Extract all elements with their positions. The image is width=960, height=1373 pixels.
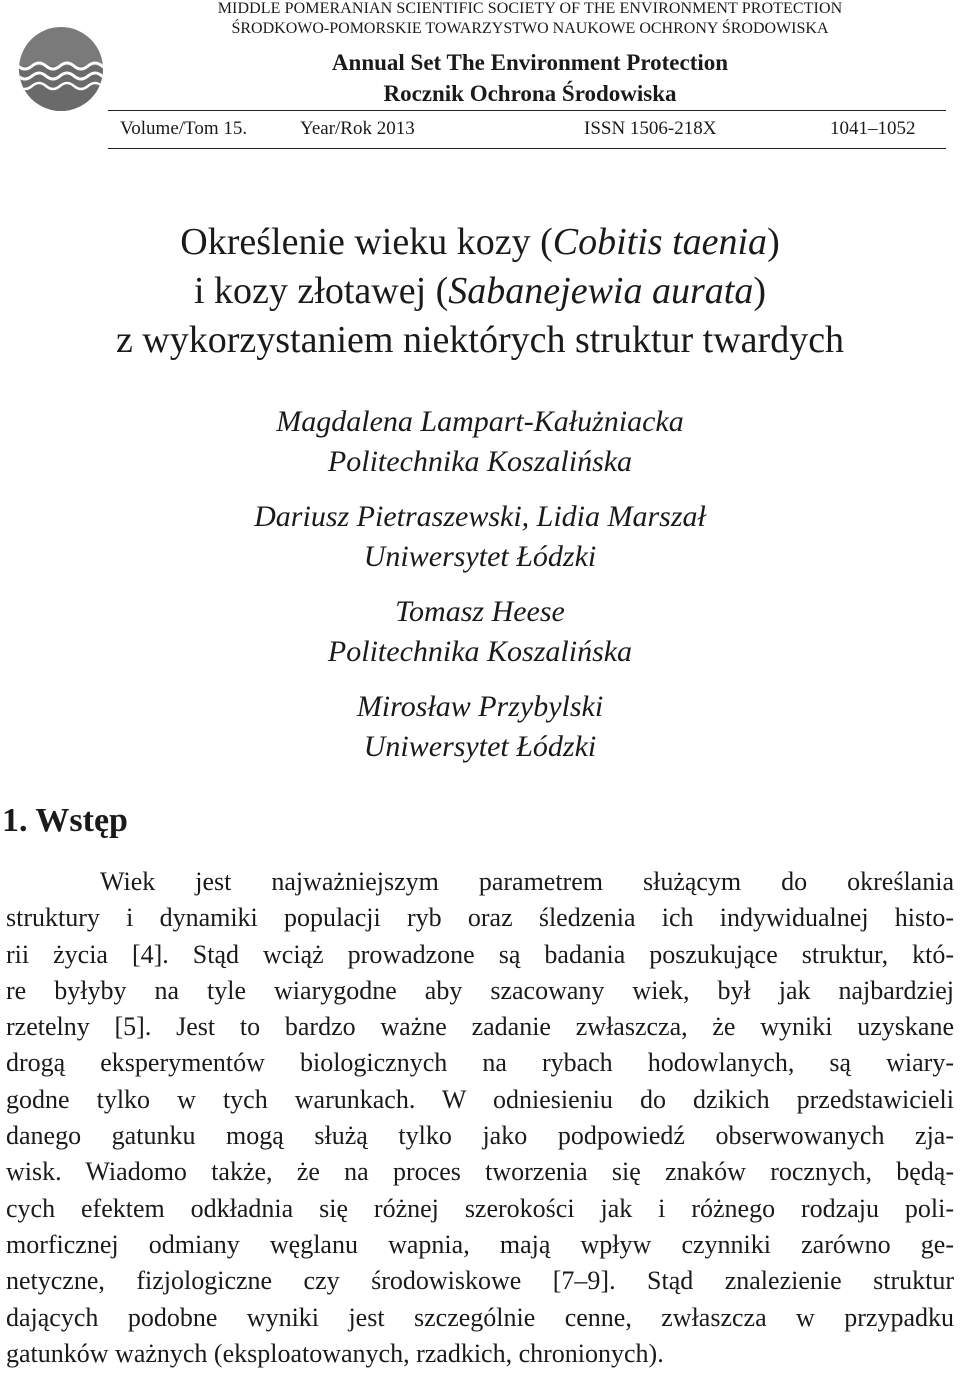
journal-title-pl: Rocznik Ochrona Środowiska bbox=[383, 81, 677, 106]
title-line-1: Określenie wieku kozy (Cobitis taenia) bbox=[180, 221, 780, 263]
species-name: Sabanejewia aurata bbox=[448, 270, 754, 312]
author-block bbox=[0, 497, 960, 577]
header-rule-top bbox=[108, 110, 946, 111]
society-name-pl: ŚRODKOWO-POMORSKIE TOWARZYSTWO NAUKOWE OCHRONY ŚRODOWISKA bbox=[231, 20, 829, 37]
author-affiliation: Politechnika Koszalińska bbox=[327, 635, 633, 668]
section-body bbox=[6, 864, 954, 1372]
author-names: Tomasz Heese bbox=[395, 595, 565, 628]
body-line: gatunków ważnych (eksploatowanych, rzadkich, chronionych). bbox=[6, 1338, 664, 1368]
author-names: Magdalena Lampart-Kałużniacka bbox=[276, 405, 684, 438]
body-line: godne tylko w tych warunkach. W odniesieniu do dzikich przedstawicieli bbox=[6, 1084, 954, 1114]
journal-title-en: Annual Set The Environment Protection bbox=[331, 50, 729, 75]
body-line: rii życia [4]. Stąd wciąż prowadzone są badania poszukujące struktur, któ- bbox=[6, 939, 954, 969]
author-affiliation: Uniwersytet Łódzki bbox=[363, 540, 597, 573]
society-name-en: MIDDLE POMERANIAN SCIENTIFIC SOCIETY OF THE ENVIRONMENT PROTECTION bbox=[217, 0, 843, 17]
section-heading: 1. Wstęp bbox=[2, 802, 128, 839]
author-block bbox=[0, 592, 960, 672]
body-line: Wiek jest najważniejszym parametrem służącym do określania bbox=[100, 867, 954, 896]
author-affiliation: Politechnika Koszalińska bbox=[327, 445, 633, 478]
author-block bbox=[0, 687, 960, 767]
volume-label: Volume/Tom 15. bbox=[120, 118, 248, 139]
year-label: Year/Rok 2013 bbox=[300, 118, 415, 139]
body-line: struktury i dynamiki populacji ryb oraz śledzenia ich indywidualnej histo- bbox=[6, 903, 954, 933]
body-line: morficznej odmiany węglanu wapnia, mają wpływ czynniki zarówno ge- bbox=[6, 1229, 954, 1259]
issn-label: ISSN 1506-218X bbox=[584, 118, 717, 139]
body-line: cych efektem odkładnia się różnej szerokości jak i różnego rodzaju poli- bbox=[6, 1193, 954, 1223]
author-block bbox=[0, 402, 960, 482]
paper-title bbox=[0, 218, 960, 365]
body-line: dających podobne wyniki jest szczególnie cenne, zwłaszcza w przypadku bbox=[6, 1302, 954, 1332]
header-rule-bottom bbox=[108, 148, 946, 149]
title-line-3: z wykorzystaniem niektórych struktur twardych bbox=[115, 319, 845, 361]
body-line: netyczne, fizjologiczne czy środowiskowe [7–9]. Stąd znalezienie struktur bbox=[6, 1266, 954, 1296]
body-line: re byłyby na tyle wiarygodne aby szacowany wiek, był jak najbardziej bbox=[6, 975, 954, 1005]
society-logo-icon bbox=[18, 26, 104, 112]
body-line: danego gatunku mogą służą tylko jako podpowiedź obserwowanych zja- bbox=[6, 1121, 954, 1151]
title-line-2: i kozy złotawej (Sabanejewia aurata) bbox=[194, 270, 766, 312]
body-line: rzetelny [5]. Jest to bardzo ważne zadanie zwłaszcza, że wyniki uzyskane bbox=[6, 1012, 954, 1042]
author-affiliation: Uniwersytet Łódzki bbox=[363, 730, 597, 763]
author-names: Dariusz Pietraszewski, Lidia Marszał bbox=[254, 500, 706, 533]
author-names: Mirosław Przybylski bbox=[356, 690, 604, 723]
body-line: wisk. Wiadomo także, że na proces tworzenia się znaków rocznych, będą- bbox=[6, 1157, 954, 1187]
body-line: drogą eksperymentów biologicznych na rybach hodowlanych, są wiary- bbox=[6, 1048, 954, 1078]
page-range: 1041–1052 bbox=[830, 118, 916, 139]
species-name: Cobitis taenia bbox=[552, 221, 768, 263]
author-list bbox=[0, 402, 960, 782]
